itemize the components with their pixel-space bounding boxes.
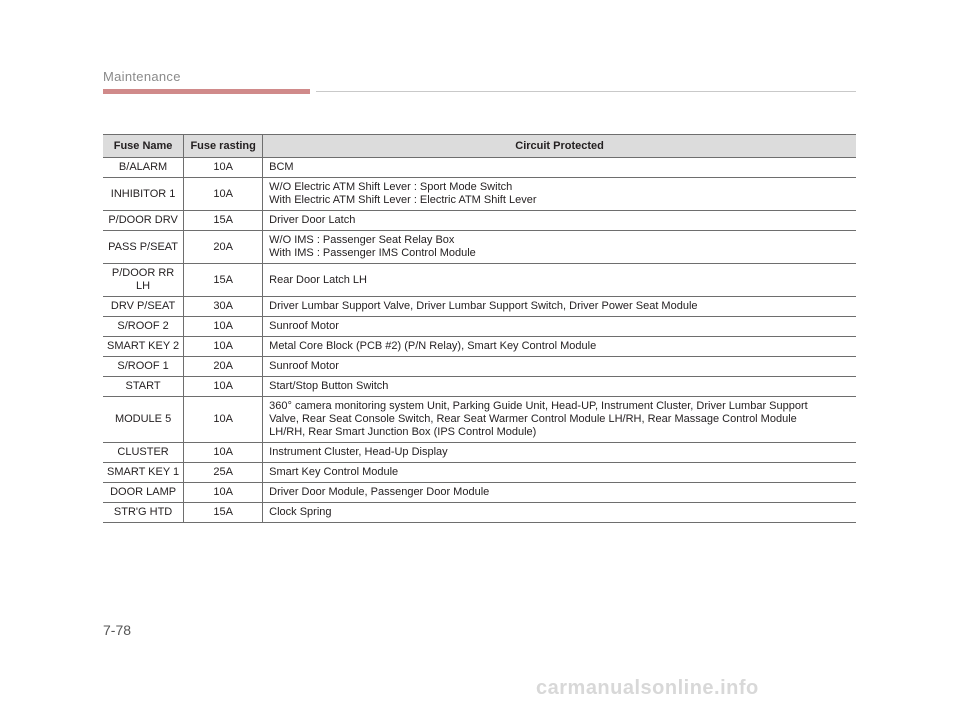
page-number: 7-78 [103,622,132,638]
watermark: carmanualsonline.info [536,677,759,699]
fuse-name-text: S/ROOF 1 [117,360,169,372]
circuit-line: Sunroof Motor [269,360,339,372]
circuit-line: Driver Door Latch [269,214,356,226]
circuit-protected-cell [263,397,856,443]
fuse-name-text: S/ROOF 2 [117,320,169,332]
table-row [103,158,856,178]
table-row [103,503,856,523]
circuit-line: Driver Door Module, Passenger Door Module [269,486,490,498]
fuse-name-text: DRV P/SEAT [110,300,176,312]
fuse-name-text: P/DOOR DRV [108,214,178,226]
fuse-rating-cell: 10A [184,377,263,397]
table-row [103,357,856,377]
column-header-circuit-protected: Circuit Protected [263,135,856,158]
fuse-name-text: B/ALARM [118,161,168,173]
section-title: Maintenance [103,69,181,84]
fuse-rating-cell: 30A [184,297,263,317]
fuse-rating-cell: 10A [184,397,263,443]
fuse-rating-cell: 10A [184,178,263,211]
table-row [103,443,856,463]
circuit-line: LH/RH, Rear Smart Junction Box (IPS Control Module) [269,426,537,438]
fuse-name-cell [103,503,184,523]
table-row [103,317,856,337]
circuit-protected-cell [263,483,856,503]
circuit-protected-cell [263,463,856,483]
fuse-name-text: SMART KEY 1 [107,466,180,478]
fuse-name-cell [103,264,184,297]
table-header-row [103,135,856,158]
fuse-name-cell [103,357,184,377]
circuit-protected-cell [263,377,856,397]
circuit-protected-cell [263,297,856,317]
fuse-rating-cell: 10A [184,337,263,357]
circuit-line: Sunroof Motor [269,320,339,332]
circuit-protected-cell [263,337,856,357]
fuse-rating-cell: 25A [184,463,263,483]
fuse-name-text: SMART KEY 2 [107,340,180,352]
header-accent-rule [103,89,310,94]
fuse-name-cell [103,231,184,264]
column-header-fuse-rating: Fuse rasting [184,135,263,158]
table-row [103,337,856,357]
table-row [103,264,856,297]
fuse-name-cell [103,483,184,503]
circuit-line: BCM [269,161,294,173]
fuse-name-text: LH [136,280,151,292]
fuse-name-cell [103,211,184,231]
table-row [103,178,856,211]
table-row [103,211,856,231]
circuit-line: With Electric ATM Shift Lever : Electric ATM Shift Lever [269,194,537,206]
circuit-line: W/O IMS : Passenger Seat Relay Box [269,234,455,246]
circuit-line: Rear Door Latch LH [269,273,367,286]
fuse-name-text: P/DOOR RR [111,267,175,279]
circuit-line: Driver Lumbar Support Valve, Driver Lumbar Support Switch, Driver Power Seat Module [269,300,698,312]
fuse-rating-cell: 15A [184,503,263,523]
column-header-fuse-name: Fuse Name [103,135,184,158]
circuit-line: Smart Key Control Module [269,466,399,478]
table-row [103,297,856,317]
fuse-name-cell [103,297,184,317]
fuse-name-text: STR'G HTD [113,506,173,518]
table-row [103,377,856,397]
fuse-name-text: PASS P/SEAT [108,240,179,253]
circuit-protected-cell [263,503,856,523]
fuse-rating-cell: 20A [184,357,263,377]
fuse-name-cell [103,443,184,463]
fuse-name-text: DOOR LAMP [110,486,177,498]
fuse-rating-cell: 10A [184,158,263,178]
table-row [103,463,856,483]
fuse-rating-cell: 10A [184,483,263,503]
circuit-protected-cell [263,264,856,297]
table-row [103,231,856,264]
fuse-name-text: CLUSTER [117,446,169,458]
circuit-line: With IMS : Passenger IMS Control Module [269,247,476,259]
circuit-line: Valve, Rear Seat Console Switch, Rear Seat Warmer Control Module LH/RH, Rear Massage Control Module [269,413,797,425]
fuse-rating-cell: 15A [184,211,263,231]
fuse-rating-cell: 10A [184,443,263,463]
circuit-protected-cell [263,231,856,264]
circuit-protected-cell [263,317,856,337]
table-row [103,397,856,443]
table-row [103,483,856,503]
fuse-name-cell [103,317,184,337]
header-divider [316,91,856,92]
fuse-name-cell [103,158,184,178]
fuse-name-text: INHIBITOR 1 [110,187,176,200]
fuse-name-cell [103,178,184,211]
fuse-table-body [103,158,856,523]
fuse-name-cell [103,377,184,397]
fuse-rating-cell: 10A [184,317,263,337]
circuit-line: W/O Electric ATM Shift Lever : Sport Mode Switch [269,181,513,193]
circuit-protected-cell [263,443,856,463]
fuse-rating-cell: 20A [184,231,263,264]
fuse-name-text: MODULE 5 [114,413,172,425]
fuse-name-cell [103,463,184,483]
circuit-line: 360° camera monitoring system Unit, Parking Guide Unit, Head-UP, Instrument Cluster, Driver Lumbar Support [269,400,808,412]
circuit-protected-cell [263,178,856,211]
circuit-line: Metal Core Block (PCB #2) (P/N Relay), Smart Key Control Module [269,340,597,352]
circuit-protected-cell [263,211,856,231]
circuit-line: Clock Spring [269,506,332,518]
circuit-protected-cell [263,158,856,178]
fuse-rating-cell: 15A [184,264,263,297]
circuit-protected-cell [263,357,856,377]
fuse-name-text: START [125,380,161,392]
fuse-name-cell [103,397,184,443]
fuse-name-cell [103,337,184,357]
fuse-table [103,134,856,523]
circuit-line: Instrument Cluster, Head-Up Display [269,446,448,458]
circuit-line: Start/Stop Button Switch [269,380,389,392]
